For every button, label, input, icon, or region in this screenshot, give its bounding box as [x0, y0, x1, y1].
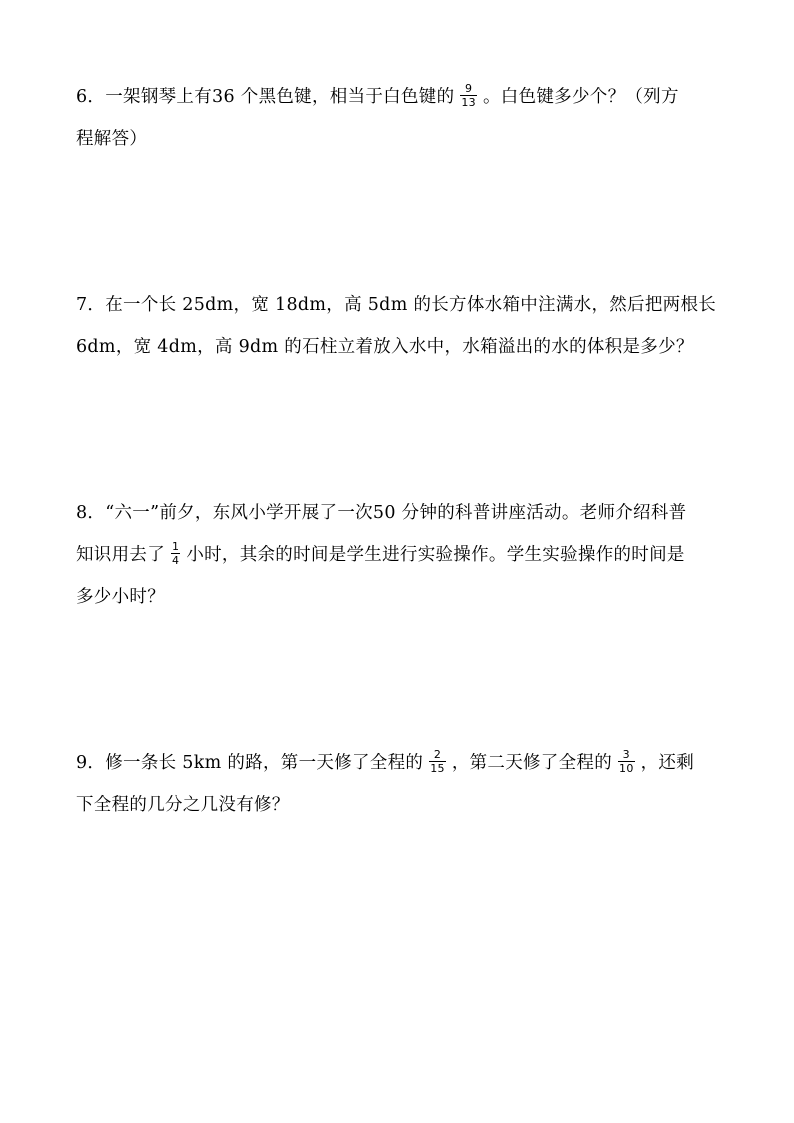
- problem-8-line-1: [76, 492, 726, 534]
- problem-9: [76, 742, 726, 826]
- problem-number: 7．: [76, 295, 106, 315]
- fraction: [171, 540, 180, 567]
- fraction: [460, 82, 477, 109]
- problem-7-line-1: [76, 284, 726, 326]
- problem-text: 小时，其余的时间是学生进行实验操作。学生实验操作的时间是: [186, 545, 685, 565]
- fraction-numerator: 9: [465, 82, 473, 95]
- problem-text: ，还剩: [640, 753, 695, 773]
- problem-text: “六一”前夕，东风小学开展了一次50 分钟的科普讲座活动。老师介绍科普: [105, 503, 687, 523]
- problem-7-line-2: 6dm，宽 4dm，高 9dm 的石柱立着放入水中，水箱溢出的水的体积是多少？: [76, 337, 694, 357]
- problem-number: 9．: [76, 753, 106, 773]
- problem-number: 6．: [76, 87, 106, 107]
- problem-text: 一架钢琴上有36 个黑色键，相当于白色键的: [105, 87, 455, 107]
- fraction-denominator: 10: [619, 762, 634, 775]
- problem-text: 修一条长 5km 的路，第一天修了全程的: [105, 753, 424, 773]
- problem-8-line-2: [76, 534, 726, 576]
- fraction: [618, 748, 635, 775]
- problem-text: ，第二天修了全程的: [451, 753, 613, 773]
- problem-9-line-2: 下全程的几分之几没有修？: [76, 795, 290, 815]
- fraction-denominator: 13: [461, 96, 476, 109]
- problem-number: 8．: [76, 503, 106, 523]
- fraction-denominator: 4: [172, 554, 180, 567]
- problem-text: 知识用去了: [76, 545, 165, 565]
- fraction-denominator: 15: [430, 762, 445, 775]
- problem-8-line-3: 多少小时？: [76, 587, 165, 607]
- fraction-numerator: 2: [433, 748, 442, 761]
- problem-6-line-2: 程解答）: [76, 129, 148, 149]
- problem-8: [76, 492, 726, 618]
- problem-text: 。白色键多少个？（列方: [482, 87, 679, 107]
- problem-text: 在一个长 25dm，宽 18dm，高 5dm 的长方体水箱中注满水，然后把两根长: [105, 295, 717, 315]
- problem-7: [76, 284, 726, 368]
- problem-9-line-1: [76, 742, 726, 784]
- problem-6-line-1: [76, 76, 726, 118]
- problem-6: [76, 76, 726, 160]
- fraction-numerator: 3: [622, 748, 630, 761]
- fraction: [429, 748, 446, 775]
- fraction-numerator: 1: [172, 540, 180, 553]
